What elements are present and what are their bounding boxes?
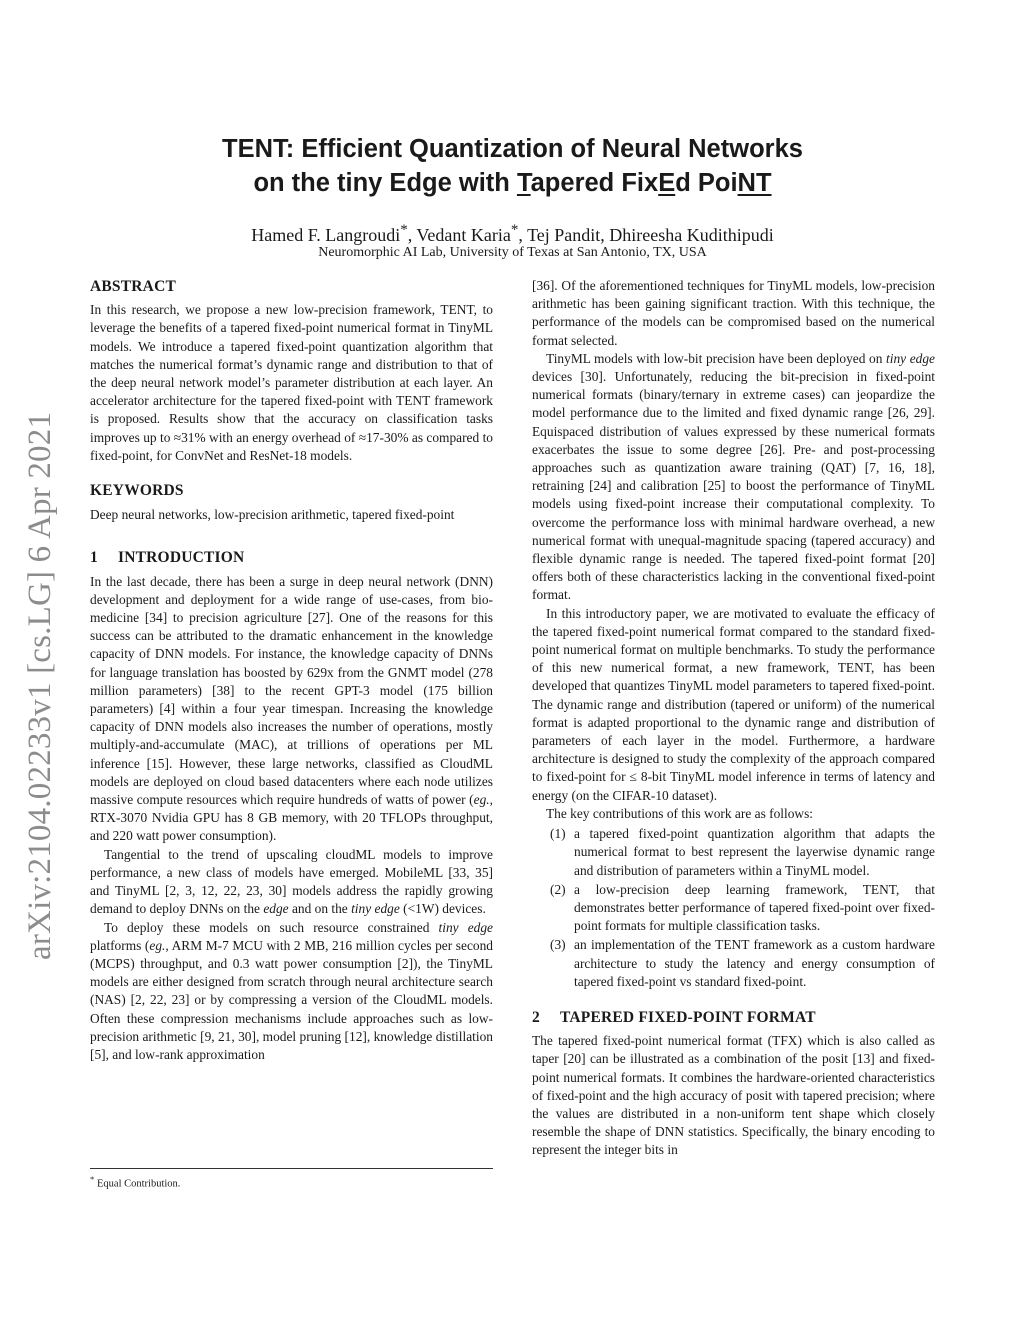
left-column: [90, 278, 493, 1064]
right-paragraph-1: [36]. Of the aforementioned techniques for TinyML models, low-precision arithmetic has been gaining significant traction. With this technique, the performance of the models can be compromised based on the numerical format selected.: [532, 278, 935, 348]
footnote: * Equal Contribution.: [90, 1174, 181, 1190]
abstract-body: In this research, we propose a new low-precision framework, TENT, to leverage the benefits of a tapered fixed-point numerical format in TinyML models. We introduce a tapered fixed-point quantization algorithm that matches the numerical format’s dynamic range and distribution to that of the deep neural network model’s parameter distribution at each layer. An accelerator architecture for the tapered fixed-point with TENT framework is proposed. Results show that the accuracy on classification tasks improves up to ≈31% with an energy overhead of ≈17-30% as compared to fixed-point, for ConvNet and ResNet-18 models.: [90, 302, 493, 463]
affiliation: Neuromorphic AI Lab, University of Texas at San Antonio, TX, USA: [318, 245, 707, 260]
keywords-heading: KEYWORDS: [90, 482, 184, 500]
arxiv-stamp: arXiv:2104.02233v1 [cs.LG] 6 Apr 2021: [22, 411, 58, 960]
contribution-list: [532, 825, 935, 991]
title-line-2: on the tiny Edge with Tapered FixEd PoiNT: [253, 169, 772, 197]
author-list: Hamed F. Langroudi*, Vedant Karia*, Tej Pandit, Dhireesha Kudithipudi: [251, 222, 774, 245]
intro-paragraph-3: To deploy these models on such resource constrained tiny edge platforms (eg., ARM M-7 MCU with 2 MB, 216 million cycles per second (MCPS) throughput, and 0.3 watt power consumption [2]), the TinyML models are either designed from scratch through neural architecture search (NAS) [2, 22, 23] or by compressing a version of the CloudML models. Often these compression mechanisms include approaches such as low-precision arithmetic [9, 21, 30], model pruning [12], knowledge distillation [5], and low-rank approximation: [90, 919, 493, 1062]
right-column: [532, 277, 935, 1160]
intro-paragraph-2: Tangential to the trend of upscaling cloudML models to improve performance, a new class of models have emerged. MobileML [33, 35] and TinyML [2, 3, 12, 22, 23, 30] models address the rapidly growing demand to deploy DNNs on the edge and on the tiny edge (<1W) devices.: [90, 846, 493, 917]
section-2-heading: 2 TAPERED FIXED-POINT FORMAT: [532, 1008, 816, 1026]
list-item: (3) an implementation of the TENT framework as a custom hardware architecture to study the latency and energy consumption of tapered fixed-point vs standard fixed-point.: [550, 937, 935, 989]
keywords-body: Deep neural networks, low-precision arithmetic, tapered fixed-point: [90, 507, 455, 523]
footnote-rule: [90, 1168, 493, 1169]
intro-paragraph-1: In the last decade, there has been a surge in deep neural network (DNN) development and deployment for a wide range of use-cases, from bio-medicine [34] to precision agriculture [27]. One of the reasons for this success can be attributed to the dramatic enhancement in the knowledge capacity of DNN models. For instance, the knowledge capacity of DNNs for language translation has boosted by 629x from the GNMT model (278 million parameters) [38] to the recent GPT-3 model (175 billion parameters) [4] within a four year timespan. Increasing the knowledge capacity of DNN models also increases the number of operations, mostly multiply-and-accumulate (MAC), at trillions of operations per ML inference [15]. However, these large networks, classified as CloudML models are deployed on cloud based datacenters where each node utilizes massive compute resources which require hundreds of watts of power (eg., RTX-3070 Nvidia GPU has 8 GB memory, with 20 TFLOPs throughput, and 220 watt power consumption).: [90, 573, 493, 844]
title-line-1: TENT: Efficient Quantization of Neural Networks: [222, 135, 803, 163]
right-paragraph-2: TinyML models with low-bit precision have been deployed on tiny edge devices [30]. Unfortunately, reducing the bit-precision in fixed-point numerical formats (binary/ternary in extreme cases) can jeopardize the model performance due to the limited and fixed dynamic range [26, 29]. Equispaced distribution of values expressed by these numerical formats exacerbates the issue to some degree [26]. Pre- and post-processing approaches such as quantization aware training (QAT) [7, 16, 18], retraining [24] and calibration [25] to boost the performance of TinyML models using fixed-point increase their computational complexity. To overcome the performance loss with minimal hardware overhead, a new numerical format with unequal-magnitude spacing (tapered accuracy) and flexible dynamic range is needed. The tapered fixed-point format [20] offers both of these characteristics lacking in the conventional fixed-point format.: [532, 350, 935, 603]
right-paragraph-3: In this introductory paper, we are motivated to evaluate the efficacy of the tapered fixed-point numerical format compared to the standard fixed-point numerical format on multiple benchmarks. To study the performance of this new numerical format, a new framework, TENT, has been developed that quantizes TinyML model parameters to tapered fixed-point. The dynamic range and distribution (tapered or uniform) of the numerical format is adapted proportional to the dynamic range and distribution of parameters of each layer in the model. Furthermore, a hardware architecture is designed to study the complexity of the approach compared to fixed-point for ≤ 8-bit TinyML model inference in terms of latency and energy (on the CIFAR-10 dataset).: [532, 605, 935, 803]
right-paragraph-4: The key contributions of this work are as follows:: [546, 805, 814, 821]
paper-title: [90, 132, 935, 200]
list-item: (1) a tapered fixed-point quantization algorithm that adapts the numerical format to best represent the layerwise dynamic range and distribution of parameters within a TinyML model.: [550, 826, 935, 878]
section-2-paragraph: The tapered fixed-point numerical format (TFX) which is also called as taper [20] can be illustrated as a combination of the posit [13] and fixed-point numerical formats. It combines the hardware-oriented characteristics of fixed-point and the high accuracy of posit with tapered precision; where the values are distributed in a non-uniform tent shape which closely resemble the shape of DNN statistics. Specifically, the binary encoding to represent the integer bits in: [532, 1033, 935, 1158]
list-item: (2) a low-precision deep learning framework, TENT, that demonstrates better performance of tapered fixed-point over fixed-point formats for multiple classification tasks.: [550, 881, 935, 934]
intro-heading: 1 INTRODUCTION: [90, 549, 245, 567]
abstract-heading: ABSTRACT: [90, 278, 177, 295]
